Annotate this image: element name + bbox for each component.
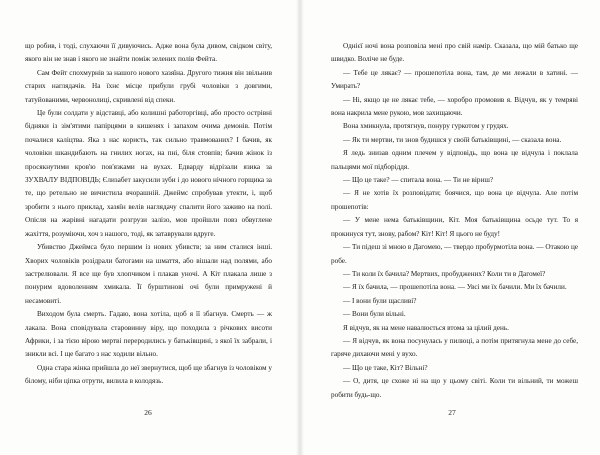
paragraph: — Я не хотів їх розповідати; боячися, що вона це відчула. Але потім прошепотів:: [331, 189, 578, 211]
right-page-text: [331, 40, 578, 402]
paragraph: — І вони були щасливі?: [343, 296, 417, 305]
book-spine-gutter: [296, 0, 304, 455]
left-page-text: [25, 40, 272, 389]
paragraph: — Я їх бачила, — прошепотіла вона. — Увсі ми їх бачили. Ми їх бачили.: [343, 283, 567, 292]
paragraph: — Вони були вільні.: [343, 310, 406, 319]
paragraph: Я ледь знизав одним плечем у відповідь, що вона це відчула і поклала пальцями мої підборіддя.: [331, 149, 578, 171]
paragraph: Виходом була смерть. Гадаю, вона хотіла, щоб я її збагнув. Смерть — ж лакала. Вона сповідувала старовинну віру, що походила з річкових висоти Африки, і за тією вірою мертві переродились у батьківщині, з якої їх забрали, і зникли всі. І ще багато з нас ходили вільно.: [25, 310, 272, 359]
paragraph: Однієї ночі вона розповіла мені про свій намір. Сказала, що мій батько ще швидко. Воліче не буде.: [331, 42, 578, 64]
paragraph: Це були солдати у відставці, або колишні работоргівці, або просто острівні бідняки із зім'ятими папірцями в кишенях і запахом очима демонів. Потім почалися каліцтва. Яка з нас користь, так сильно травмованих? І бачив, як чоловіки шкандибають на гнилих ногах, на пні, біля стовпів; бачив жінок із просякнутими кров'ю пов'язками на вухах. Едварду відрізали язика за ЗУХВАЛУ ВІДПОВІДЬ; Єлизабет закусили зуби і до нового нічного горщика за те, що ретельно не вичистила вчорашній. Джеймс спробував утекти, і, щоб зробити з нього приклад, хазяїн велів наглядачу спалити його заживо на полі. Опісля на жарівні нагадати розгрузи залізо, мов пройшли повз обвуглене жахіття, розуміючи, хоч з нашого, тоді, як затаврували вдруге.: [25, 109, 272, 238]
paragraph: — Ти підеш зі мною в Дагомею, — твердо пробурмотіла вона. — Отакою це робе.: [331, 243, 578, 265]
paragraph: Одна стара жінка прийшла до неї звернутися, щоб ще збагнув із чоловіком у білому, ніби ціпка отрути, вилила в колодязь.: [25, 363, 272, 386]
paragraph: — Як ти мертви, ти знов будишся у своїй батьківщині, — сказала вона.: [343, 135, 562, 144]
paragraph: — О, дитя, це схоже ні на що у цьому світі. Коли ти вільний, ти можеш робити будь-що.: [331, 377, 578, 399]
page-number-right: 27: [448, 408, 456, 417]
paragraph: — Що це таке? — спитала вона. — Ти не віриш?: [343, 176, 494, 185]
paragraph: — Що це таке, Кіт? Вільні?: [343, 363, 428, 372]
paragraph: Вона хмикнула, протягнув, понуру гуркотом у грудях.: [343, 122, 509, 131]
paragraph: — Я відчув, як вона посунулась у пилюці, а потім притягнула мене до себе, гаряче дихаючи мені у вухо.: [331, 336, 578, 359]
paragraph: Я відчув, як на мене навалюється втома за цілий день.: [343, 323, 509, 332]
paragraph: — Ти коли їх бачила? Мертвих, пробуджених? Коли ти в Дагомеї?: [343, 269, 546, 278]
paragraph: що робив, і тоді, слухаючи її дивуючись. Адже вона була дивом, свідком світу, якого він не знав і якого не знайти поміж зелених полів Фейта.: [25, 42, 272, 64]
page-number-left: 26: [144, 408, 152, 417]
paragraph: Сам Фейт спохмурнів за нашого нового хазяїна. Другого тижня він звільнив старих наглядачів. На їхнє місце прибули грубі чоловіки з довгими, татуйованими, червонолиці, скривлені від спеки.: [25, 68, 272, 104]
paragraph: — Ні, якщо це не лякає тебе, — хоробро промовив я. Відчув, як у темряві вона накрила мене рукою, мов захищаючи.: [331, 95, 578, 118]
right-page: [300, 0, 600, 455]
paragraph: — У мене нема батьківщини, Кіт. Моя батьківщина осьде тут. То я прокинуся тут, знову, рабом? Кіт! Кіт! Я цього не буду!: [331, 216, 578, 238]
paragraph: — Тебе це лякає? — прошепотіла вона, там, де ми лежали в хатині. — Умирать?: [331, 68, 578, 91]
paragraph: Убивство Джеймса було першим із нових убивств; за ним сталися інші. Хворих чоловіків розідрали батогами на шмаття, або вішали над полями, або застрелювали. Я все ще був хлопчиком і плакав уночі. А Кіт плакала лише з понурим вдоволенням хмикала. Її бурштинові очі були примружені й несамовиті.: [25, 243, 272, 305]
